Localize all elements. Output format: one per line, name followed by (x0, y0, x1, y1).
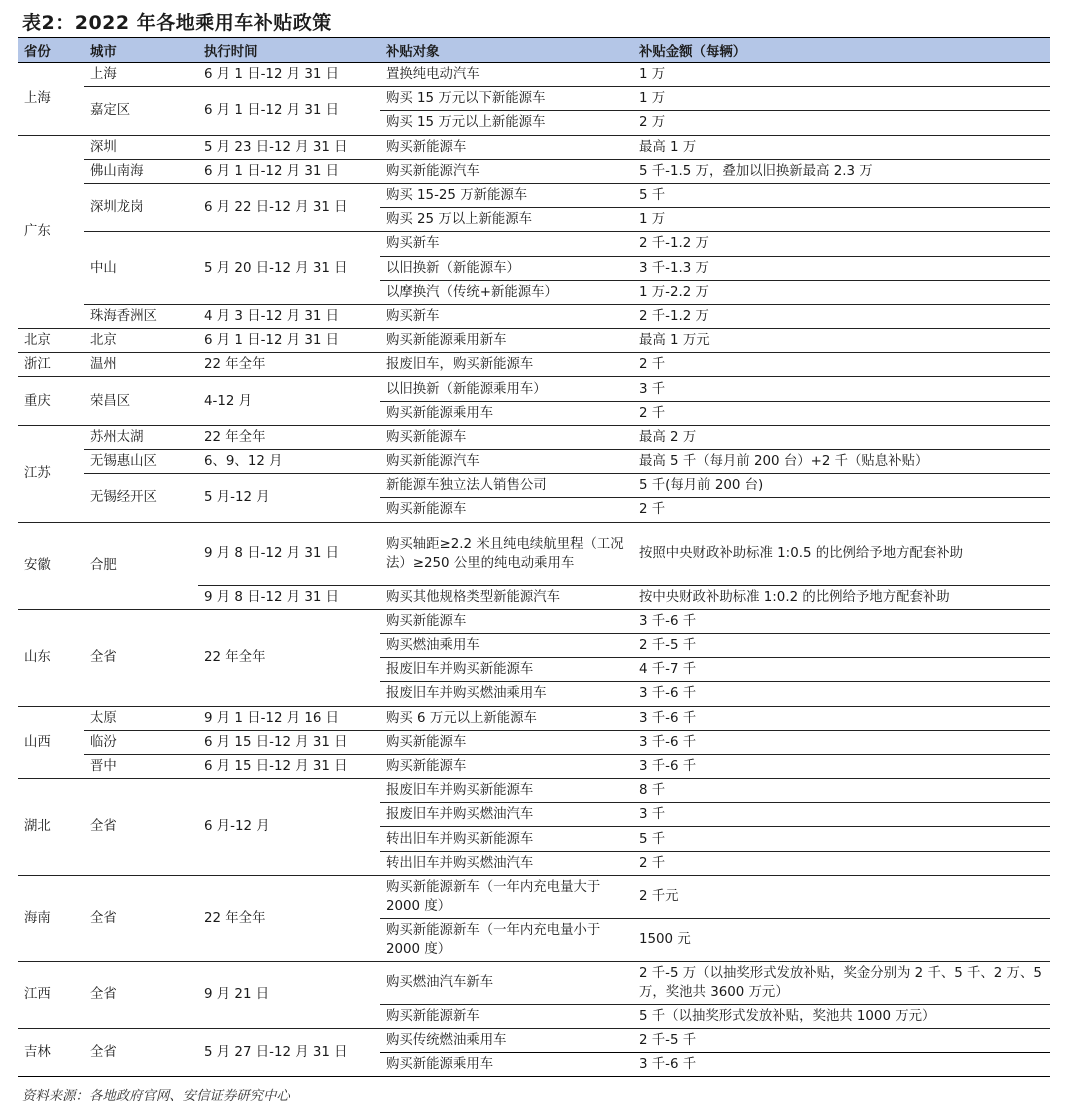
province-cell: 吉林 (18, 1029, 84, 1077)
amount-cell: 5 千 (633, 183, 1050, 207)
amount-cell: 3 千 (633, 377, 1050, 401)
target-cell: 购买新能源车 (380, 498, 633, 522)
period-cell: 6 月 1 日-12 月 31 日 (198, 159, 380, 183)
amount-cell: 1 万 (633, 63, 1050, 87)
target-cell: 购买新能源车 (380, 425, 633, 449)
amount-cell: 2 千-5 千 (633, 1029, 1050, 1053)
province-cell: 海南 (18, 875, 84, 961)
city-cell: 珠海香洲区 (84, 304, 198, 328)
target-cell: 购买 6 万元以上新能源车 (380, 706, 633, 730)
amount-cell: 3 千-6 千 (633, 1053, 1050, 1077)
amount-cell: 2 千-1.2 万 (633, 304, 1050, 328)
amount-cell: 2 千元 (633, 875, 1050, 918)
target-cell: 购买新能源乘用车 (380, 401, 633, 425)
city-cell: 全省 (84, 609, 198, 706)
amount-cell: 按照中央财政补助标准 1:0.5 的比例给予地方配套补助 (633, 522, 1050, 585)
table-row (18, 135, 1050, 159)
period-cell: 5 月 23 日-12 月 31 日 (198, 135, 380, 159)
header-target: 补贴对象 (380, 38, 633, 63)
province-cell: 湖北 (18, 779, 84, 876)
city-cell: 无锡惠山区 (84, 450, 198, 474)
city-cell: 嘉定区 (84, 87, 198, 135)
amount-cell: 5 千-1.5 万，叠加以旧换新最高 2.3 万 (633, 159, 1050, 183)
city-cell: 合肥 (84, 522, 198, 609)
period-cell: 4 月 3 日-12 月 31 日 (198, 304, 380, 328)
period-cell: 6 月 15 日-12 月 31 日 (198, 754, 380, 778)
city-cell: 全省 (84, 1029, 198, 1077)
amount-cell: 最高 5 千（每月前 200 台）+2 千（贴息补贴） (633, 450, 1050, 474)
target-cell: 购买新能源新车 (380, 1004, 633, 1028)
province-cell: 北京 (18, 329, 84, 353)
period-cell: 6 月 1 日-12 月 31 日 (198, 329, 380, 353)
amount-cell: 2 万 (633, 111, 1050, 135)
period-cell: 6 月 15 日-12 月 31 日 (198, 730, 380, 754)
amount-cell: 5 千(每月前 200 台) (633, 474, 1050, 498)
period-cell: 6、9、12 月 (198, 450, 380, 474)
target-cell: 购买新能源车 (380, 730, 633, 754)
target-cell: 报废旧车并购买新能源车 (380, 658, 633, 682)
table-row (18, 961, 1050, 1004)
amount-cell: 1 万 (633, 208, 1050, 232)
target-cell: 报废旧车，购买新能源车 (380, 353, 633, 377)
period-cell: 9 月 21 日 (198, 961, 380, 1028)
target-cell: 新能源车独立法人销售公司 (380, 474, 633, 498)
city-cell: 苏州太湖 (84, 425, 198, 449)
table-row (18, 875, 1050, 918)
period-cell: 22 年全年 (198, 425, 380, 449)
amount-cell: 2 千 (633, 353, 1050, 377)
province-cell: 江西 (18, 961, 84, 1028)
source-note: 资料来源：各地政府官网、安信证券研究中心 (22, 1089, 290, 1104)
amount-cell: 2 千-1.2 万 (633, 232, 1050, 256)
city-cell: 全省 (84, 779, 198, 876)
period-cell: 22 年全年 (198, 353, 380, 377)
amount-cell: 3 千 (633, 803, 1050, 827)
amount-cell: 最高 1 万 (633, 135, 1050, 159)
target-cell: 购买新能源车 (380, 754, 633, 778)
target-cell: 报废旧车并购买燃油汽车 (380, 803, 633, 827)
city-cell: 深圳 (84, 135, 198, 159)
target-cell: 置换纯电动汽车 (380, 63, 633, 87)
amount-cell: 2 千 (633, 851, 1050, 875)
target-cell: 购买新能源新车（一年内充电量小于 2000 度） (380, 918, 633, 961)
table-row (18, 754, 1050, 778)
table-row (18, 159, 1050, 183)
city-cell: 佛山南海 (84, 159, 198, 183)
table-row (18, 353, 1050, 377)
header-period: 执行时间 (198, 38, 380, 63)
table-row (18, 730, 1050, 754)
city-cell: 温州 (84, 353, 198, 377)
amount-cell: 3 千-6 千 (633, 730, 1050, 754)
table-row (18, 609, 1050, 633)
city-cell: 上海 (84, 63, 198, 87)
amount-cell: 3 千-6 千 (633, 754, 1050, 778)
period-cell: 5 月-12 月 (198, 474, 380, 522)
period-cell: 9 月 8 日-12 月 31 日 (198, 585, 380, 609)
province-cell: 山东 (18, 609, 84, 706)
city-cell: 全省 (84, 875, 198, 961)
province-cell: 上海 (18, 63, 84, 136)
amount-cell: 1 万 (633, 87, 1050, 111)
table-title: 表2：2022 年各地乘用车补贴政策 (22, 12, 332, 34)
table-row (18, 304, 1050, 328)
amount-cell: 3 千-6 千 (633, 609, 1050, 633)
city-cell: 太原 (84, 706, 198, 730)
period-cell: 22 年全年 (198, 875, 380, 961)
target-cell: 购买新能源乘用新车 (380, 329, 633, 353)
table-header-row (18, 38, 1050, 63)
amount-cell: 2 千 (633, 498, 1050, 522)
city-cell: 荣昌区 (84, 377, 198, 425)
city-cell: 北京 (84, 329, 198, 353)
period-cell: 22 年全年 (198, 609, 380, 706)
province-cell: 浙江 (18, 353, 84, 377)
target-cell: 购买 15-25 万新能源车 (380, 183, 633, 207)
header-province: 省份 (18, 38, 84, 63)
amount-cell: 2 千 (633, 401, 1050, 425)
target-cell: 购买燃油汽车新车 (380, 961, 633, 1004)
target-cell: 以摩换汽（传统+新能源车） (380, 280, 633, 304)
amount-cell: 按中央财政补助标准 1:0.2 的比例给予地方配套补助 (633, 585, 1050, 609)
table-row (18, 1029, 1050, 1053)
target-cell: 购买 15 万元以下新能源车 (380, 87, 633, 111)
table-row (18, 706, 1050, 730)
target-cell: 以旧换新（新能源乘用车） (380, 377, 633, 401)
table-row (18, 183, 1050, 207)
header-city: 城市 (84, 38, 198, 63)
header-amount: 补贴金额（每辆） (633, 38, 1050, 63)
amount-cell: 3 千-1.3 万 (633, 256, 1050, 280)
table-row (18, 87, 1050, 111)
target-cell: 购买新能源汽车 (380, 450, 633, 474)
city-cell: 深圳龙岗 (84, 183, 198, 231)
city-cell: 临汾 (84, 730, 198, 754)
amount-cell: 8 千 (633, 779, 1050, 803)
period-cell: 6 月 22 日-12 月 31 日 (198, 183, 380, 231)
province-cell: 山西 (18, 706, 84, 779)
period-cell: 5 月 27 日-12 月 31 日 (198, 1029, 380, 1077)
table-row (18, 522, 1050, 585)
target-cell: 转出旧车并购买燃油汽车 (380, 851, 633, 875)
amount-cell: 最高 1 万元 (633, 329, 1050, 353)
period-cell: 5 月 20 日-12 月 31 日 (198, 232, 380, 305)
city-cell: 无锡经开区 (84, 474, 198, 522)
table-row (18, 425, 1050, 449)
amount-cell: 1 万-2.2 万 (633, 280, 1050, 304)
city-cell: 晋中 (84, 754, 198, 778)
amount-cell: 1500 元 (633, 918, 1050, 961)
amount-cell: 2 千-5 万（以抽奖形式发放补贴，奖金分别为 2 千、5 千、2 万、5 万，奖池共 3600 万元） (633, 961, 1050, 1004)
target-cell: 购买轴距≥2.2 米且纯电续航里程（工况法）≥250 公里的纯电动乘用车 (380, 522, 633, 585)
period-cell: 6 月-12 月 (198, 779, 380, 876)
amount-cell: 2 千-5 千 (633, 633, 1050, 657)
table-row (18, 63, 1050, 87)
target-cell: 转出旧车并购买新能源车 (380, 827, 633, 851)
target-cell: 购买新能源汽车 (380, 159, 633, 183)
table-row (18, 232, 1050, 256)
table-row (18, 329, 1050, 353)
city-cell: 中山 (84, 232, 198, 305)
period-cell: 4-12 月 (198, 377, 380, 425)
target-cell: 报废旧车并购买燃油乘用车 (380, 682, 633, 706)
province-cell: 安徽 (18, 522, 84, 609)
amount-cell: 4 千-7 千 (633, 658, 1050, 682)
target-cell: 购买燃油乘用车 (380, 633, 633, 657)
table-row (18, 450, 1050, 474)
subsidy-policy-table (18, 37, 1050, 1077)
amount-cell: 最高 2 万 (633, 425, 1050, 449)
period-cell: 6 月 1 日-12 月 31 日 (198, 63, 380, 87)
amount-cell: 5 千（以抽奖形式发放补贴，奖池共 1000 万元） (633, 1004, 1050, 1028)
table-row (18, 779, 1050, 803)
amount-cell: 3 千-6 千 (633, 706, 1050, 730)
target-cell: 购买新能源车 (380, 609, 633, 633)
table-row (18, 474, 1050, 498)
target-cell: 购买新车 (380, 304, 633, 328)
target-cell: 以旧换新（新能源车） (380, 256, 633, 280)
province-cell: 江苏 (18, 425, 84, 522)
target-cell: 购买传统燃油乘用车 (380, 1029, 633, 1053)
period-cell: 9 月 8 日-12 月 31 日 (198, 522, 380, 585)
target-cell: 购买新车 (380, 232, 633, 256)
target-cell: 购买 15 万元以上新能源车 (380, 111, 633, 135)
target-cell: 购买新能源车 (380, 135, 633, 159)
period-cell: 9 月 1 日-12 月 16 日 (198, 706, 380, 730)
table-row (18, 377, 1050, 401)
target-cell: 购买新能源乘用车 (380, 1053, 633, 1077)
period-cell: 6 月 1 日-12 月 31 日 (198, 87, 380, 135)
target-cell: 购买新能源新车（一年内充电量大于 2000 度） (380, 875, 633, 918)
province-cell: 广东 (18, 135, 84, 329)
amount-cell: 3 千-6 千 (633, 682, 1050, 706)
amount-cell: 5 千 (633, 827, 1050, 851)
target-cell: 报废旧车并购买新能源车 (380, 779, 633, 803)
target-cell: 购买 25 万以上新能源车 (380, 208, 633, 232)
target-cell: 购买其他规格类型新能源汽车 (380, 585, 633, 609)
city-cell: 全省 (84, 961, 198, 1028)
province-cell: 重庆 (18, 377, 84, 425)
